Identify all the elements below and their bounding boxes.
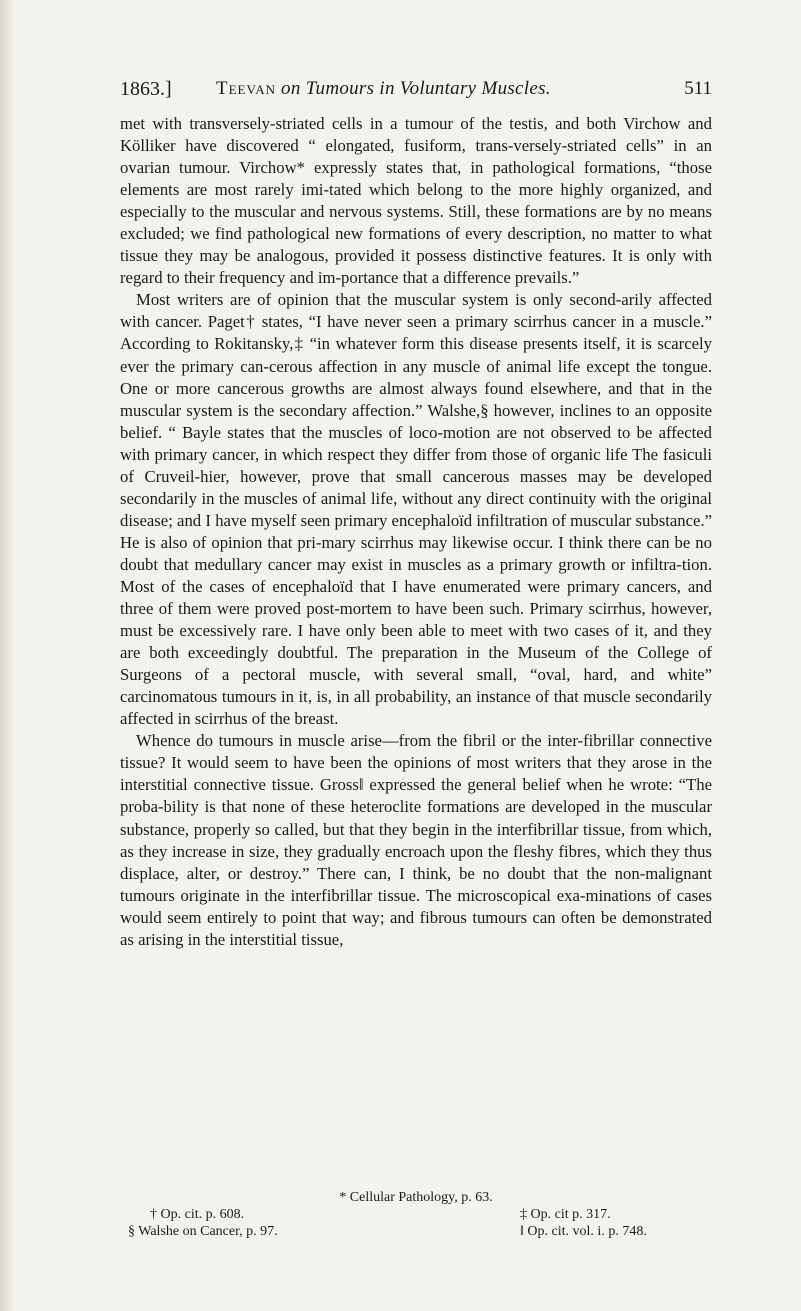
page-number: 511 — [684, 78, 712, 99]
footnote-star: * Cellular Pathology, p. 63. — [339, 1190, 493, 1205]
running-title-author: Teevan — [216, 78, 276, 99]
running-title — [216, 78, 551, 100]
footnote-row-2 — [120, 1206, 712, 1223]
running-header — [120, 78, 712, 102]
binding-shadow — [0, 0, 14, 1311]
footnote-row-3 — [120, 1223, 712, 1240]
footnote-double-dagger: ‡ Op. cit p. 317. — [520, 1207, 611, 1222]
footnote-dagger: † Op. cit. p. 608. — [150, 1207, 245, 1222]
paragraph-3: Whence do tumours in muscle arise—from the fibril or the inter-fibrillar connective tissue? It would seem to have been the opinions of most writers that they arose in the interstitial connective tissue. Gross‖ expressed the general belief when he wrote: “The proba-bility is that none of these heteroclite formations are developed in the muscular substance, properly so called, but that they begin in the interfibrillar tissue, from which, as they increase in size, they gradually encroach upon the fleshy fibres, which they thus displace, alter, or destroy.” There can, I think, be no doubt that the non-malignant tumours originate in the interfibrillar tissue. The microscopical exa-minations of cases would seem entirely to point that way; and fibrous tumours can often be demonstrated as arising in the interstitial tissue, — [120, 731, 712, 949]
header-year: 1863.] — [120, 78, 172, 100]
running-title-rest: on Tumours in Voluntary Muscles. — [281, 78, 551, 99]
footnotes — [120, 1189, 712, 1240]
paragraph-2: Most writers are of opinion that the muscular system is only second-arily affected with cancer. Paget† states, “I have never seen a primary scirrhus cancer in a muscle.” According to Rokitansky,‡ “in whatever form this disease presents itself, it is scarcely ever the primary can-cerous affection in any muscle of animal life except the tongue. One or more cancerous growths are almost always found elsewhere, and that in the muscular system is the secondary affection.” Walshe,§ however, inclines to an opposite belief. “ Bayle states that the muscles of loco-motion are not observed to be affected with primary cancer, in which respect they differ from those of organic life The fasiculi of Cruveil-hier, however, prove that small cancerous masses may be developed secondarily in the muscles of animal life, without any direct continuity with the original disease; and I have myself seen primary encephaloïd infiltration of muscular substance.” He is also of opinion that pri-mary scirrhus may likewise occur. I think there can be no doubt that medullary cancer may exist in muscles as a primary growth or infiltra-tion. Most of the cases of encephaloïd that I have enumerated were primary cancers, and three of them were proved post-mortem to have been such. Primary scirrhus, however, must be excessively rare. I have only been able to meet with two cases of it, and they are both exceedingly doubtful. The preparation in the Museum of the College of Surgeons of a pectoral muscle, with several small, “oval, hard, and white” carcinomatous tumours in it, is, in all probability, an instance of that muscle secondarily affected in scirrhus of the breast. — [120, 290, 712, 729]
body-text — [120, 113, 712, 951]
footnote-row-1 — [120, 1189, 712, 1206]
footnote-parallel: ‖ Op. cit. vol. i. p. 748. — [520, 1224, 647, 1239]
paragraph-1: met with transversely-striated cells in a tumour of the testis, and both Virchow and Kölliker have discovered “ elongated, fusiform, trans-versely-striated cells” in an ovarian tumour. Virchow* expressly states that, in pathological formations, “those elements are most rarely imi-tated which belong to the more highly organized, and especially to the muscular and nervous systems. Still, these formations are by no means excluded; we find pathological new formations of every description, no matter to what tissue they may be analogous, provided it possess distinctive features. It is only with regard to their frequency and im-portance that a difference prevails.” — [120, 114, 712, 288]
footnote-section: § Walshe on Cancer, p. 97. — [128, 1224, 278, 1239]
